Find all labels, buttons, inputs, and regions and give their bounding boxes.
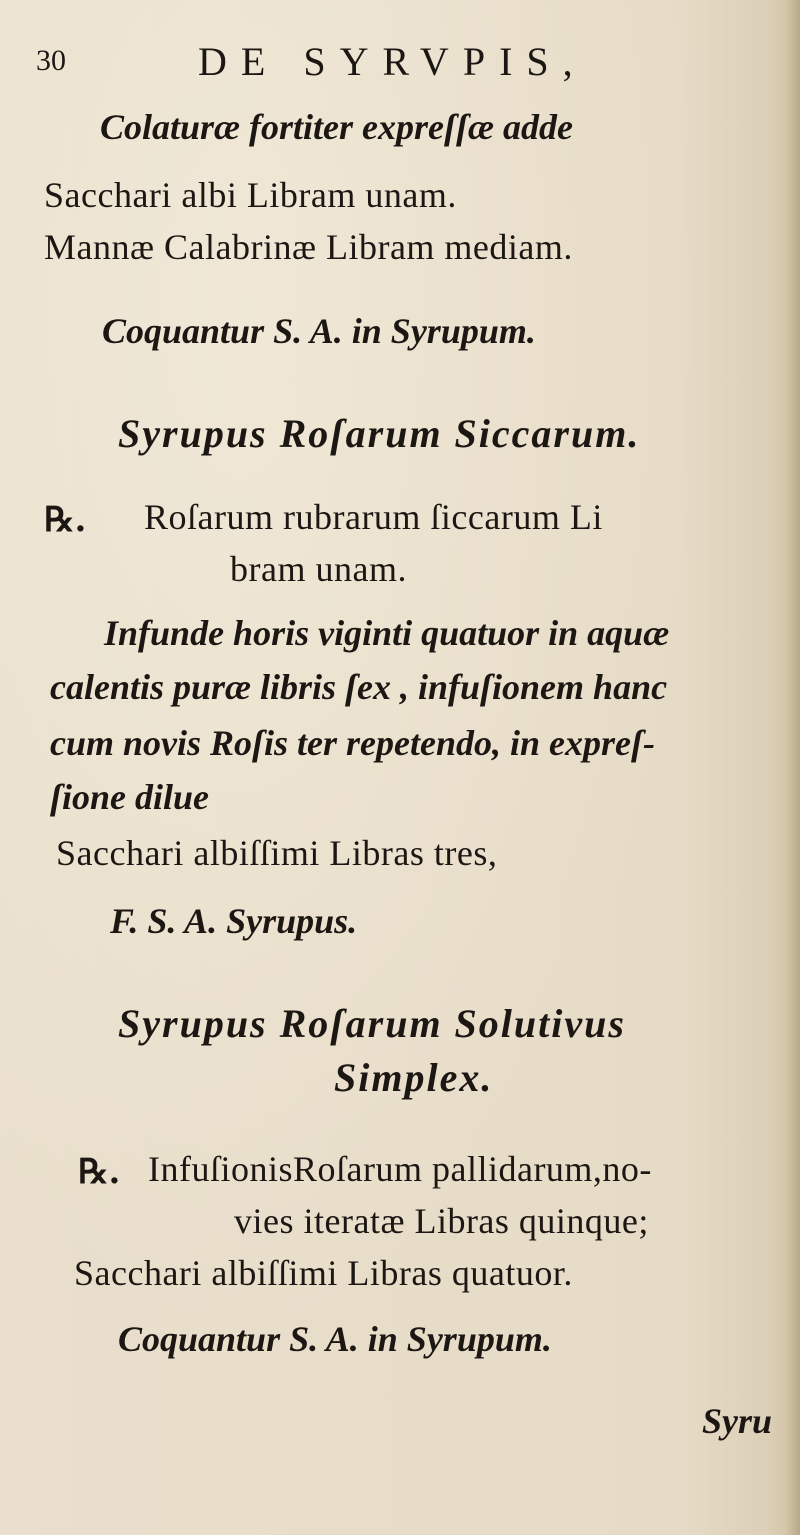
recipe-symbol: ℞.	[44, 500, 87, 540]
instruction-line: Colaturæ fortiter expreſſæ adde	[100, 107, 573, 147]
page-edge-shadow	[786, 0, 800, 1535]
instruction-line: Infunde horis viginti quatuor in aquæ	[104, 613, 670, 653]
ingredient-line: InfuſionisRoſarum pallidarum,no-	[148, 1149, 652, 1189]
recipe-symbol: ℞.	[78, 1152, 121, 1192]
ingredient-line: Sacchari albiſſimi Libras quatuor.	[74, 1253, 573, 1293]
instruction-line: cum novis Roſis ter repetendo, in expreſ-	[50, 723, 655, 763]
ingredient-line: bram unam.	[230, 549, 407, 589]
recipe-heading: Syrupus Roſarum Siccarum.	[118, 411, 641, 456]
ingredient-line: vies iteratæ Libras quinque;	[234, 1201, 649, 1241]
instruction-line: ſione dilue	[50, 777, 209, 817]
ingredient-line: Mannæ Calabrinæ Libram mediam.	[44, 227, 573, 267]
instruction-line: calentis puræ libris ſex , infuſionem hanc	[50, 667, 668, 707]
ingredient-line: Roſarum rubrarum ſiccarum Li	[144, 497, 603, 537]
recipe-heading: Simplex.	[334, 1055, 494, 1100]
instruction-line: Coquantur S. A. in Syrupum.	[118, 1319, 552, 1359]
running-title: DE SYRVPIS,	[198, 39, 587, 84]
recipe-heading: Syrupus Roſarum Solutivus	[118, 1001, 626, 1046]
instruction-line: F. S. A. Syrupus.	[110, 901, 358, 941]
ingredient-line: Sacchari albiſſimi Libras tres,	[56, 833, 498, 873]
page-number: 30	[36, 44, 66, 77]
ingredient-line: Sacchari albi Libram unam.	[44, 175, 457, 215]
instruction-line: Coquantur S. A. in Syrupum.	[102, 311, 536, 351]
catchword: Syru	[702, 1401, 773, 1441]
